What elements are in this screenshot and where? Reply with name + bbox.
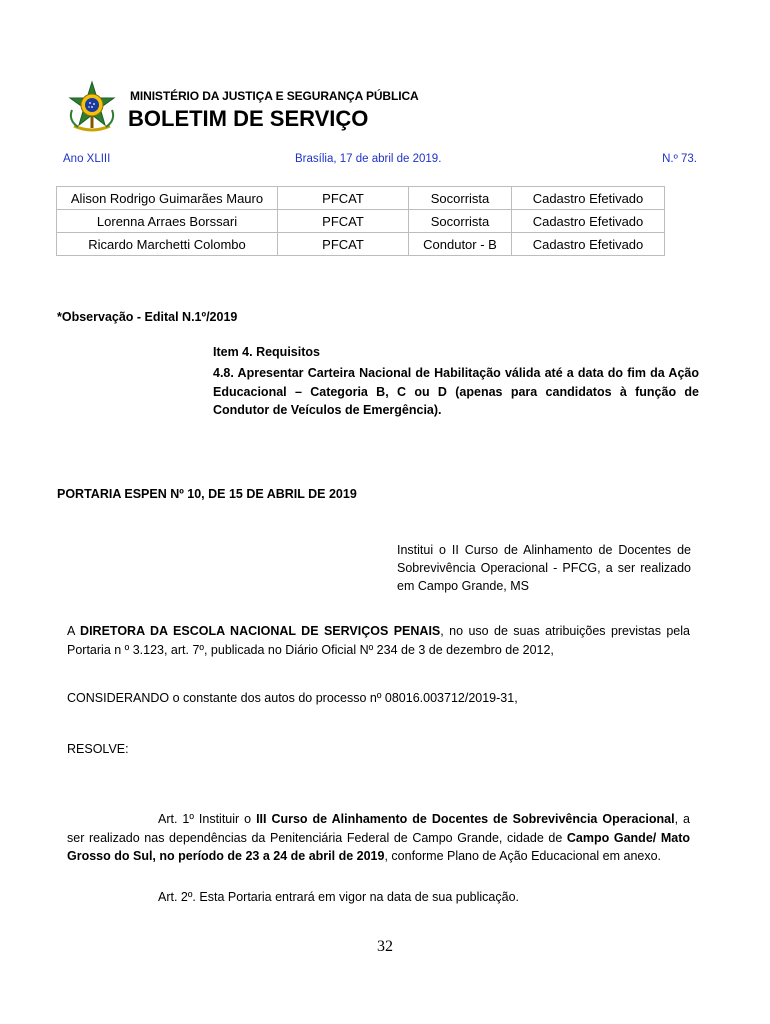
- table-cell-unit: PFCAT: [278, 233, 409, 256]
- text-run-bold: Campo Gande/ Mato Grosso do Sul, no período de 23 a 24 de abril de 2019: [67, 830, 690, 863]
- table-cell-unit: PFCAT: [278, 210, 409, 233]
- bulletin-title: BOLETIM DE SERVIÇO: [128, 106, 369, 131]
- observation-title: *Observação - Edital N.1º/2019: [57, 310, 238, 324]
- ministry-name: MINISTÉRIO DA JUSTIÇA E SEGURANÇA PÚBLICA: [130, 89, 419, 103]
- table-cell-role: Condutor - B: [409, 233, 512, 256]
- bulletin-number: N.º 73.: [662, 153, 697, 165]
- paragraph-art2: Art. 2º. Esta Portaria entrará em vigor na data de sua publicação.: [158, 890, 520, 904]
- text-run: A: [67, 624, 81, 638]
- paragraph-art1: [67, 810, 690, 866]
- text-run: , no uso de suas atribuições previstas pela Portaria n º 3.123, art. 7º, publicada no Diário Oficial Nº 234 de 3 de dezembro de 2012,: [67, 624, 690, 657]
- table-cell-role: Socorrista: [409, 187, 512, 210]
- table-cell-name: Alison Rodrigo Guimarães Mauro: [57, 187, 278, 210]
- text-run: Art. 1º Instituir o: [158, 812, 257, 826]
- table-cell-name: Ricardo Marchetti Colombo: [57, 233, 278, 256]
- table-cell-status: Cadastro Efetivado: [512, 187, 665, 210]
- paragraph-considerando: CONSIDERANDO o constante dos autos do processo nº 08016.003712/2019-31,: [67, 691, 518, 705]
- table-cell-status: Cadastro Efetivado: [512, 210, 665, 233]
- table-cell-status: Cadastro Efetivado: [512, 233, 665, 256]
- table-cell-unit: PFCAT: [278, 187, 409, 210]
- item-heading: Item 4. Requisitos: [213, 345, 320, 359]
- portaria-title: PORTARIA ESPEN Nº 10, DE 15 DE ABRIL DE 2019: [57, 487, 357, 501]
- paragraph-authority: [67, 622, 690, 659]
- table-cell-name: Lorenna Arraes Borssari: [57, 210, 278, 233]
- brasao-emblem-icon: [66, 80, 118, 132]
- table-row: [57, 187, 665, 210]
- text-run-bold: DIRETORA DA ESCOLA NACIONAL DE SERVIÇOS PENAIS: [80, 624, 441, 638]
- text-run: , conforme Plano de Ação Educacional em anexo.: [384, 849, 662, 863]
- place-date: Brasília, 17 de abril de 2019.: [295, 153, 442, 165]
- page-number: 32: [377, 938, 393, 955]
- text-run-bold: III Curso de Alinhamento de Docentes de Sobrevivência Operacional: [256, 812, 675, 826]
- table-row: [57, 210, 665, 233]
- text-run: , a ser realizado nas dependências da Penitenciária Federal de Campo Grande, cidade de: [67, 812, 690, 845]
- portaria-ementa: Institui o II Curso de Alinhamento de Docentes de Sobrevivência Operacional - PFCG, a ser realizado em Campo Grande, MS: [397, 543, 691, 593]
- table-cell-role: Socorrista: [409, 210, 512, 233]
- table-row: [57, 233, 665, 256]
- bulletin-year: Ano XLIII: [63, 153, 111, 165]
- paragraph-resolve: RESOLVE:: [67, 742, 129, 756]
- item-text: 4.8. Apresentar Carteira Nacional de Habilitação válida até a data do fim da Ação Educacional – Categoria B, C ou D (apenas para candidatos à função de Condutor de Veículos de Emergência).: [213, 366, 699, 417]
- staff-table: [56, 186, 665, 256]
